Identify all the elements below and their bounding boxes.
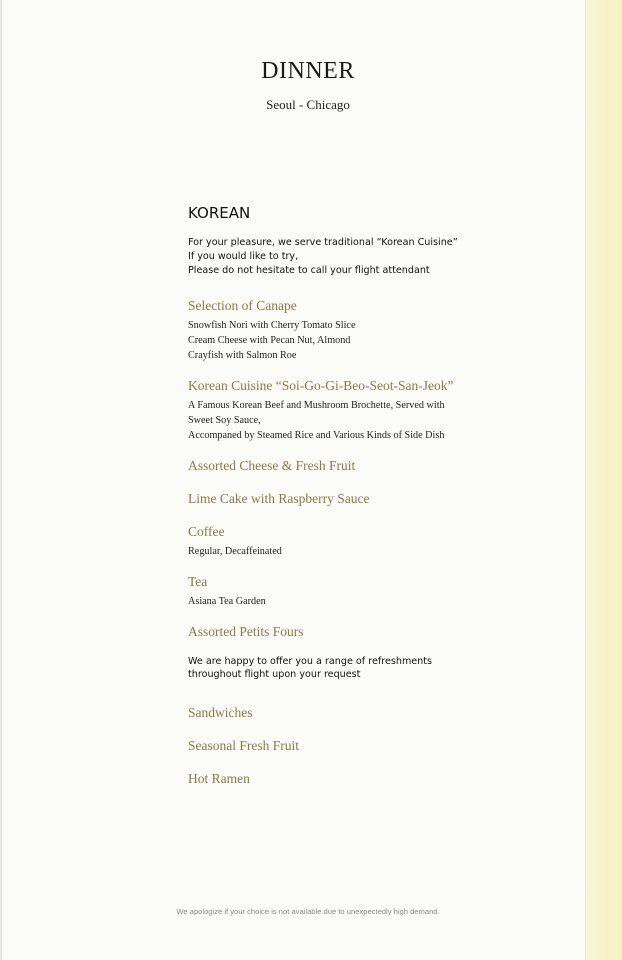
menu-item-title: Assorted Cheese & Fresh Fruit <box>188 458 356 473</box>
notice-line: throughout flight upon your request <box>188 669 361 680</box>
menu-item-title: Assorted Petits Fours <box>188 624 304 639</box>
menu-item-coffee <box>188 524 508 559</box>
refreshments-notice <box>188 655 508 681</box>
menu-item-korean-cuisine <box>188 378 508 443</box>
menu-item-title: Hot Ramen <box>188 771 250 786</box>
menu-item-title: Sandwiches <box>188 705 253 720</box>
flight-route: Seoul - Chicago <box>266 97 350 112</box>
description-line: Accompaned by Steamed Rice and Various Kinds of Side Dish <box>188 430 445 441</box>
menu-item-title: Tea <box>188 574 208 589</box>
menu-item-description <box>188 398 508 443</box>
menu-item-seasonal-fruit <box>188 738 508 754</box>
notice-line: We are happy to offer you a range of refreshments <box>188 656 433 667</box>
description-line: Cream Cheese with Pecan Nut, Almond <box>188 335 351 346</box>
intro-line: If you would like to try, <box>188 251 299 262</box>
menu-item-description <box>188 318 508 363</box>
menu-item-petits-fours <box>188 624 508 640</box>
description-line: Crayfish with Salmon Roe <box>188 350 297 361</box>
menu-item-title: Korean Cuisine “Soi-Go-Gi-Beo-Seot-San-Jeok” <box>188 378 454 393</box>
description-line: A Famous Korean Beef and Mushroom Brochette, Served with <box>188 400 445 411</box>
menu-item-sandwiches <box>188 705 508 721</box>
description-line: Snowfish Nori with Cherry Tomato Slice <box>188 320 356 331</box>
page-fold-edge <box>585 0 622 960</box>
menu-item-cheese-fruit <box>188 458 508 474</box>
menu-item-title: Selection of Canape <box>188 298 297 313</box>
menu-item-hot-ramen <box>188 771 508 787</box>
menu-item-title: Coffee <box>188 524 225 539</box>
intro-line: Please do not hesitate to call your flight attendant <box>188 265 430 276</box>
menu-item-title: Seasonal Fresh Fruit <box>188 738 299 753</box>
description-line: Regular, Decaffeinated <box>188 546 282 557</box>
availability-disclaimer: We apologize if your choice is not available due to unexpectedly high demand. <box>176 907 440 916</box>
menu-item-description <box>188 544 508 559</box>
menu-content <box>188 204 508 804</box>
korean-intro <box>188 236 508 278</box>
menu-item-title: Lime Cake with Raspberry Sauce <box>188 491 370 506</box>
menu-item-description <box>188 594 508 609</box>
description-line: Asiana Tea Garden <box>188 596 266 607</box>
menu-item-canape <box>188 298 508 363</box>
menu-item-lime-cake <box>188 491 508 507</box>
description-line: Sweet Soy Sauce, <box>188 415 261 426</box>
menu-item-tea <box>188 574 508 609</box>
korean-section-heading: KOREAN <box>188 204 251 222</box>
intro-line: For your pleasure, we serve traditional “Korean Cuisine” <box>188 237 458 248</box>
page-left-edge <box>0 0 2 960</box>
menu-title: DINNER <box>261 58 355 84</box>
